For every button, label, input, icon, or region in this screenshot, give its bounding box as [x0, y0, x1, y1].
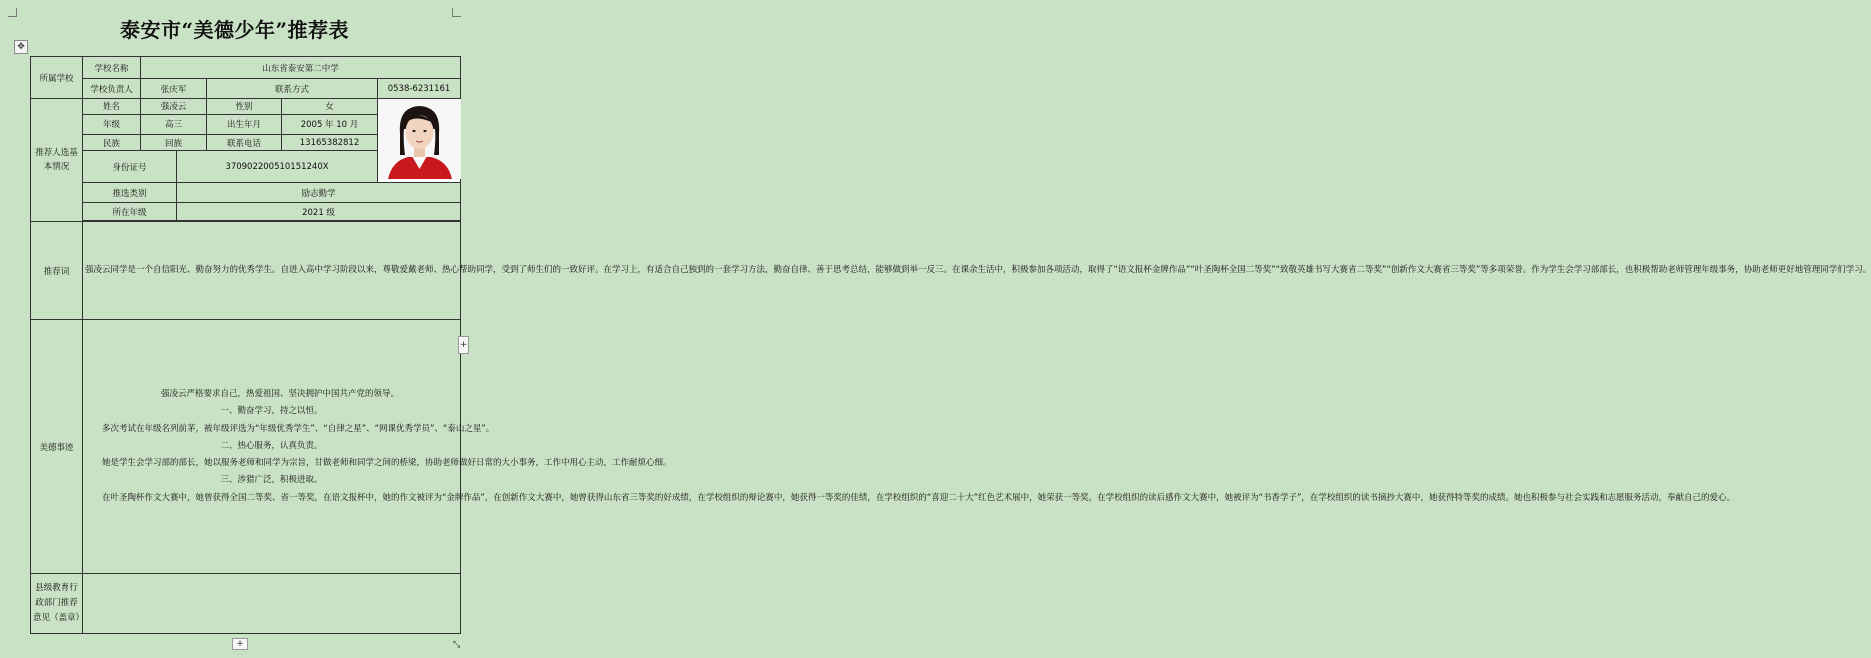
school-contact-value[interactable]: 张庆军	[141, 79, 207, 99]
student-photo	[378, 99, 461, 183]
table-row	[31, 574, 461, 634]
deeds-paragraph: 在叶圣陶杯作文大赛中，她曾获得全国二等奖、省一等奖，在语文报杯中，她的作文被评为“金牌作品”，在创新作文大赛中，她曾获得山东省三等奖的好成绩，在学校组织的辩论赛中，她获得一等奖的佳绩，在学校组织的“喜迎二十大”红色艺术展中，她荣获一等奖，在学校组织的读后感作文大赛中，她被评为“书香学子”，在学校组织的读书摘抄大赛中，她获得特等奖的成绩。她也积极参与社会实践和志愿服务活动，奉献自己的爱心。	[102, 492, 1735, 503]
student-class-value[interactable]: 2021 级	[177, 203, 461, 221]
recommendation-form-table	[30, 56, 1871, 634]
deeds-heading: 一、勤奋学习，持之以恒。	[220, 406, 323, 417]
recommend-paragraph: 强凌云同学是一个自信阳光、勤奋努力的优秀学生。自进入高中学习阶段以来，尊敬爱戴老师、热心帮助同学，受到了师生们的一致好评。在学习上，有适合自己独到的一套学习方法，勤奋自律、善于思考总结，能够做到举一反三。在课余生活中，积极参加各项活动，取得了“语文报杯金牌作品”“叶圣陶杯全国二等奖”“致敬英雄书写大赛省二等奖”“创新作文大赛省三等奖”等多项荣誉。作为学生会学习部部长，也积极帮助老师管理年级事务，协助老师更好地管理同学们学习。	[85, 264, 1871, 275]
school-name-value[interactable]: 山东省泰安第二中学	[141, 57, 461, 79]
student-id-label: 身份证号	[83, 151, 177, 183]
deeds-paragraph: 多次考试在年级名列前茅，被年级评选为“年级优秀学生”、“自律之星”、“网课优秀学员”、“泰山之星”。	[102, 423, 495, 434]
table-row	[31, 203, 461, 221]
document-title: 泰安市“美德少年”推荐表	[119, 18, 349, 42]
school-name-label: 学校名称	[83, 57, 141, 79]
student-gender-value[interactable]: 女	[282, 99, 378, 115]
table-move-handle-icon[interactable]: ✥	[14, 40, 28, 54]
opinion-label: 县级教育行政部门推荐意见（盖章）	[31, 574, 83, 634]
table-row	[31, 57, 461, 79]
recommend-text[interactable]	[83, 222, 1871, 320]
student-birth-value[interactable]: 2005 年 10 月	[282, 114, 378, 134]
student-section-label: 推荐人选基本情况	[31, 99, 83, 222]
deeds-label: 美德事迹	[31, 320, 83, 574]
deeds-heading: 二、热心服务，认真负责。	[220, 440, 323, 451]
student-grade-label: 年级	[83, 114, 141, 134]
school-phone-label: 联系方式	[207, 79, 378, 99]
student-phone-value[interactable]: 13165382812	[282, 134, 378, 151]
student-ethnic-value[interactable]: 回族	[141, 134, 207, 151]
student-name-value[interactable]: 强凌云	[141, 99, 207, 115]
deeds-heading: 三、涉猎广泛，积极进取。	[220, 475, 323, 486]
deeds-paragraph: 她是学生会学习部的部长，她以服务老师和同学为宗旨，甘做老师和同学之间的桥梁，协助老师做好日常的大小事务，工作中用心主动，工作耐烦心细。	[102, 458, 672, 469]
student-category-label: 推选类别	[83, 183, 177, 203]
recommend-label: 推荐词	[31, 222, 83, 320]
school-section-label: 所属学校	[31, 57, 83, 99]
student-phone-label: 联系电话	[207, 134, 282, 151]
student-class-label: 所在年级	[83, 203, 177, 221]
student-category-value[interactable]: 励志勤学	[177, 183, 461, 203]
add-row-button[interactable]: +	[232, 638, 248, 650]
school-contact-label: 学校负责人	[83, 79, 141, 99]
student-name-label: 姓名	[83, 99, 141, 115]
student-ethnic-label: 民族	[83, 134, 141, 151]
student-id-value[interactable]: 370902200510151240X	[177, 151, 378, 183]
add-column-button[interactable]: +	[458, 336, 469, 354]
student-portrait-image	[378, 99, 461, 179]
table-row	[31, 79, 461, 99]
table-row	[31, 99, 461, 115]
student-gender-label: 性别	[207, 99, 282, 115]
opinion-value[interactable]	[83, 574, 461, 634]
deeds-text[interactable]	[83, 320, 1735, 574]
deeds-paragraph: 强凌云严格要求自己，热爱祖国、坚决拥护中国共产党的领导。	[161, 389, 400, 400]
school-phone-value[interactable]: 0538-6231161	[378, 79, 461, 99]
student-grade-value[interactable]: 高三	[141, 114, 207, 134]
student-birth-label: 出生年月	[207, 114, 282, 134]
table-resize-handle-icon[interactable]: ⤡	[453, 640, 461, 650]
table-row	[31, 183, 461, 203]
table-row	[31, 320, 461, 574]
table-row	[31, 222, 461, 320]
